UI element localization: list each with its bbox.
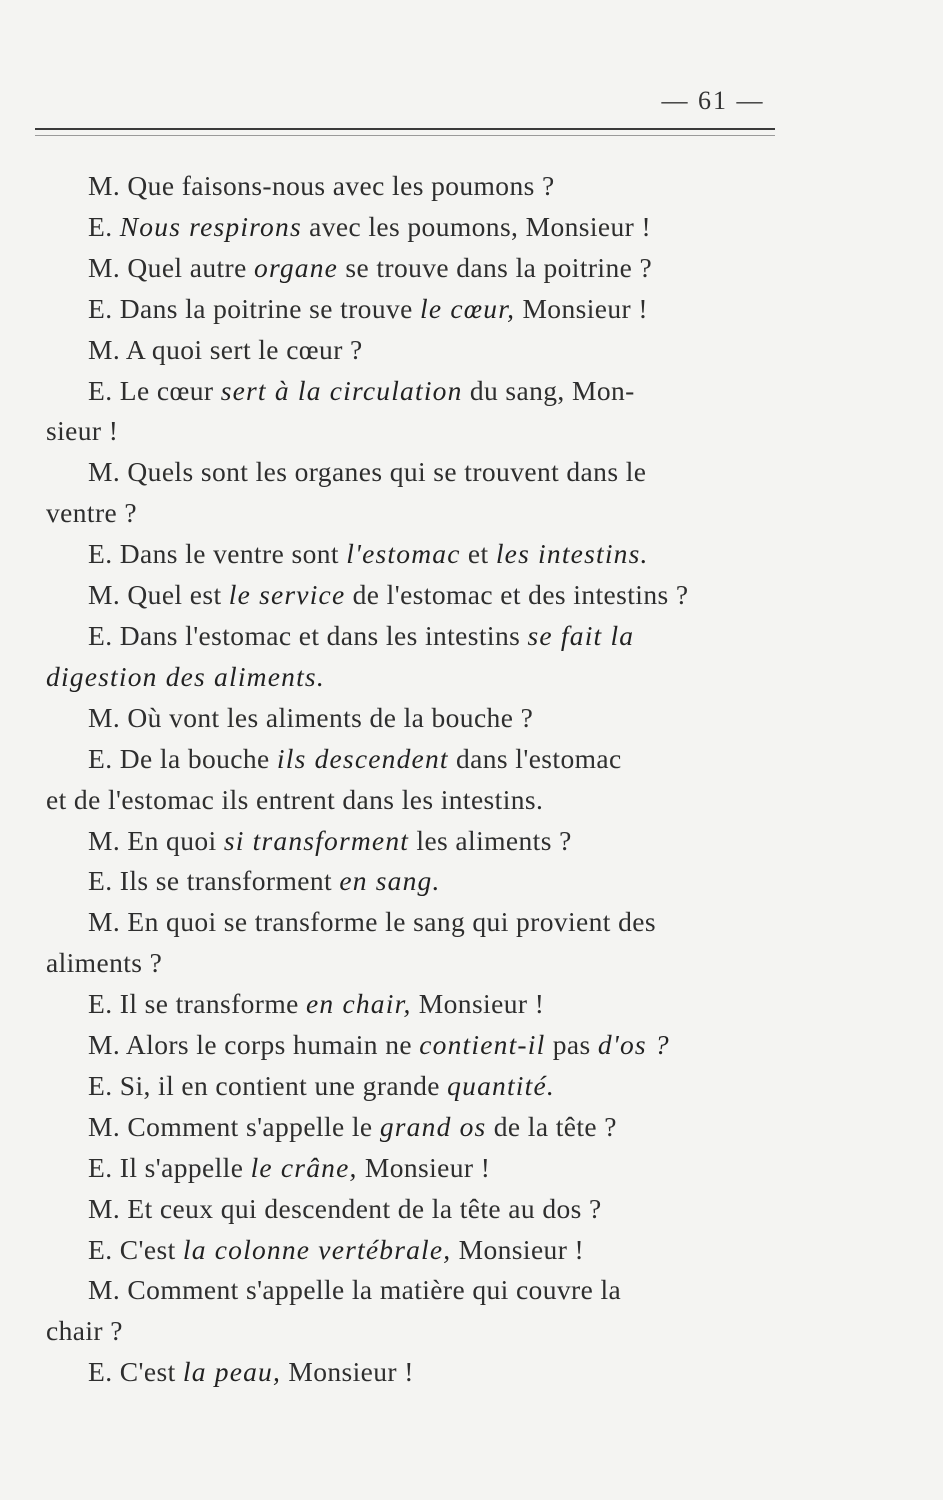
- text-run: Dans la poitrine se trouve: [119, 292, 421, 324]
- text-run: Comment s'appelle le: [127, 1110, 380, 1142]
- text-line: [46, 1230, 791, 1271]
- text-run: de la tête ?: [486, 1110, 617, 1142]
- emphasized-term: l'estomac: [346, 538, 461, 570]
- speaker-label: M.: [88, 906, 121, 938]
- text-line: [46, 698, 791, 739]
- emphasized-term: ils descendent: [276, 742, 449, 774]
- text-run: de l'estomac et des intestins ?: [345, 579, 689, 611]
- emphasized-term: le crâne,: [250, 1151, 358, 1183]
- text-run: les aliments ?: [409, 824, 572, 856]
- text-line: [46, 616, 791, 657]
- text-line: [46, 657, 791, 698]
- text-run: Quels sont les organes qui se trouvent dans le: [127, 456, 647, 488]
- speaker-label: E.: [88, 865, 113, 897]
- text-line: [46, 902, 791, 943]
- text-line: [46, 1107, 791, 1148]
- text-line: [46, 166, 791, 207]
- text-run: sieur !: [46, 415, 119, 447]
- emphasized-term: grand os: [379, 1110, 487, 1142]
- text-line: [46, 371, 791, 412]
- text-run: Monsieur !: [451, 1233, 585, 1265]
- text-run: Quel est: [127, 579, 229, 611]
- text-line: [46, 493, 791, 534]
- text-run: et: [460, 538, 496, 570]
- text-run: Comment s'appelle la matière qui couvre la: [127, 1274, 622, 1306]
- emphasized-term: organe: [254, 251, 339, 283]
- text-run: C'est: [119, 1233, 183, 1265]
- emphasized-term: en chair,: [306, 988, 412, 1020]
- text-line: [46, 861, 791, 902]
- text-run: du sang, Mon-: [462, 374, 635, 406]
- text-line: [46, 1311, 791, 1352]
- text-line: [46, 289, 791, 330]
- emphasized-term: sert à la circulation: [220, 374, 463, 406]
- text-run: A quoi sert le cœur ?: [125, 333, 363, 365]
- text-run: Alors le corps humain ne: [125, 1029, 420, 1061]
- text-run: Le cœur: [119, 374, 221, 406]
- text-line: [46, 1066, 791, 1107]
- emphasized-term: la colonne vertébrale,: [182, 1233, 452, 1265]
- text-run: Quel autre: [127, 251, 254, 283]
- text-run: De la bouche: [119, 742, 277, 774]
- speaker-label: M.: [88, 1110, 121, 1142]
- text-line: [46, 943, 791, 984]
- text-line: [46, 780, 791, 821]
- text-line: [46, 984, 791, 1025]
- emphasized-term: quantité.: [447, 1069, 555, 1101]
- text-run: chair ?: [46, 1315, 123, 1347]
- text-run: En quoi se transforme le sang qui provient des: [127, 906, 656, 938]
- text-line: [46, 1148, 791, 1189]
- speaker-label: E.: [88, 292, 113, 324]
- speaker-label: M.: [88, 333, 121, 365]
- text-run: dans l'estomac: [448, 742, 622, 774]
- text-run: En quoi: [127, 824, 224, 856]
- header-rule-thin: [35, 135, 775, 136]
- text-run: Où vont les aliments de la bouche ?: [127, 701, 534, 733]
- emphasized-term: si transforment: [223, 824, 410, 856]
- speaker-label: M.: [88, 579, 121, 611]
- speaker-label: E.: [88, 374, 113, 406]
- speaker-label: E.: [88, 988, 113, 1020]
- text-run: C'est: [119, 1356, 183, 1388]
- text-run: Ils se transforment: [119, 865, 340, 897]
- text-line: [46, 575, 791, 616]
- speaker-label: M.: [88, 1274, 121, 1306]
- text-line: [46, 1189, 791, 1230]
- text-line: [46, 1270, 791, 1311]
- page-number: — 61 —: [661, 86, 765, 115]
- text-run: Dans le ventre sont: [119, 538, 347, 570]
- speaker-label: M.: [88, 1192, 121, 1224]
- dialogue-text: [46, 166, 791, 1393]
- text-run: se trouve dans la poitrine ?: [338, 251, 653, 283]
- text-run: Que faisons-nous avec les poumons ?: [127, 170, 555, 201]
- emphasized-term: en sang.: [339, 865, 441, 897]
- speaker-label: M.: [88, 1029, 121, 1061]
- text-line: [46, 207, 791, 248]
- speaker-label: M.: [88, 824, 121, 856]
- speaker-label: E.: [88, 619, 113, 651]
- emphasized-term: le service: [228, 579, 346, 611]
- speaker-label: M.: [88, 170, 121, 201]
- emphasized-term: d'os ?: [597, 1029, 670, 1061]
- speaker-label: E.: [88, 210, 113, 242]
- text-run: Monsieur !: [281, 1356, 414, 1388]
- text-line: [46, 739, 791, 780]
- text-line: [46, 534, 791, 575]
- text-line: [46, 248, 791, 289]
- text-line: [46, 411, 791, 452]
- text-run: et de l'estomac ils entrent dans les intestins.: [46, 783, 544, 815]
- text-line: [46, 330, 791, 371]
- speaker-label: E.: [88, 1356, 113, 1388]
- text-run: ventre ?: [46, 497, 137, 529]
- emphasized-term: le cœur,: [420, 292, 516, 324]
- text-run: Il se transforme: [119, 988, 307, 1020]
- text-line: [46, 1025, 791, 1066]
- text-run: aliments ?: [46, 947, 163, 979]
- text-line: [46, 1352, 791, 1393]
- speaker-label: E.: [88, 1151, 113, 1183]
- text-run: Si, il en contient une grande: [119, 1069, 448, 1101]
- text-run: Il s'appelle: [119, 1151, 251, 1183]
- text-run: Dans l'estomac et dans les intestins: [119, 619, 528, 651]
- emphasized-term: digestion des aliments.: [46, 660, 325, 692]
- emphasized-term: les intestins.: [495, 538, 649, 570]
- emphasized-term: la peau,: [182, 1356, 282, 1388]
- speaker-label: E.: [88, 1069, 113, 1101]
- text-run: avec les poumons, Monsieur !: [301, 210, 652, 242]
- speaker-label: E.: [88, 742, 113, 774]
- speaker-label: M.: [88, 456, 121, 488]
- speaker-label: M.: [88, 251, 121, 283]
- emphasized-term: contient-il: [419, 1029, 546, 1061]
- text-run: Monsieur !: [357, 1151, 491, 1183]
- text-run: pas: [545, 1029, 598, 1061]
- speaker-label: E.: [88, 538, 113, 570]
- text-run: Monsieur !: [515, 292, 648, 324]
- emphasized-term: se fait la: [527, 619, 635, 651]
- text-run: Et ceux qui descendent de la tête au dos ?: [127, 1192, 602, 1224]
- header-rule: [35, 128, 775, 130]
- speaker-label: M.: [88, 701, 121, 733]
- text-line: [46, 821, 791, 862]
- text-run: Monsieur !: [411, 988, 545, 1020]
- emphasized-term: Nous respirons: [119, 210, 302, 242]
- speaker-label: E.: [88, 1233, 113, 1265]
- text-line: [46, 452, 791, 493]
